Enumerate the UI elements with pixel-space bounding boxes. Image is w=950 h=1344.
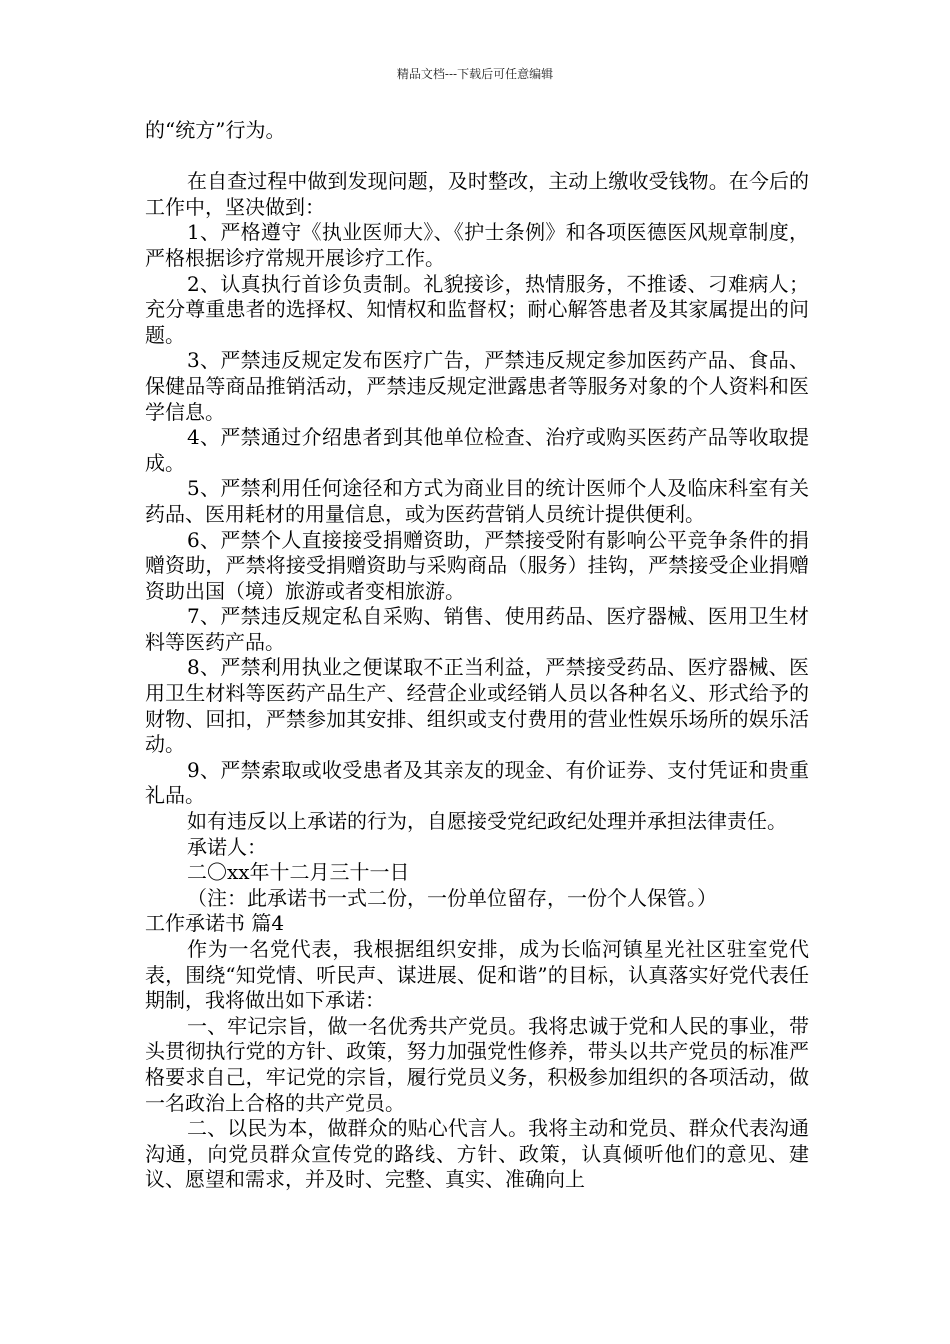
date-line: 二〇xx年十二月三十一日 [187,860,410,885]
paragraph: 1、严格遵守《执业医师大》、《护士条例》和各项医德医风规章制度，严格根据诊疗常规开展诊疗工作。 [145,220,809,270]
paragraph: 7、严禁违反规定私自采购、销售、使用药品、医疗器械、医用卫生材料等医药产品。 [145,604,809,654]
paragraph: 9、严禁索取或收受患者及其亲友的现金、有价证券、支付凭证和贵重礼品。 [145,757,809,808]
section-title: 工作承诺书 篇4 [145,911,285,936]
paragraph: 2、认真执行首诊负责制。礼貌接诊，热情服务，不推诿、刁难病人；充分尊重患者的选择权、知情权和监督权；耐心解答患者及其家属提出的问题。 [145,271,809,347]
paragraph: 一、牢记宗旨，做一名优秀共产党员。我将忠诚于党和人民的事业，带头贯彻执行党的方针、政策，努力加强党性修养，带头以共产党员的标准严格要求自己，牢记党的宗旨，履行党员义务，积极参加组织的各项活动，做一名政治上合格的共产党员。 [145,1013,809,1115]
paragraph: 3、严禁违反规定发布医疗广告，严禁违反规定参加医药产品、食品、保健品等商品推销活动，严禁违反规定泄露患者等服务对象的个人资料和医学信息。 [145,348,809,424]
paragraph: 二、以民为本，做群众的贴心代言人。我将主动和党员、群众代表沟通沟通，向党员群众宣传党的路线、方针、政策，认真倾听他们的意见、建议、愿望和需求，并及时、完整、真实、准确向上 [145,1116,809,1192]
paragraph: 6、严禁个人直接接受捐赠资助，严禁接受附有影响公平竞争条件的捐赠资助，严禁将接受捐赠资助与采购商品（服务）挂钩，严禁接受企业捐赠资助出国（境）旅游或者变相旅游。 [145,527,809,603]
document-body [145,118,809,1193]
paragraph: 作为一名党代表，我根据组织安排，成为长临河镇星光社区驻室党代表，围绕“知党情、听民声、谋进展、促和谐”的目标，认真落实好党代表任期制，我将做出如下承诺： [145,937,809,1013]
signatory-label: 承诺人： [187,834,267,859]
paragraph: 在自查过程中做到发现问题，及时整改，主动上缴收受钱物。在今后的工作中，坚决做到： [145,169,809,219]
paragraph: 4、严禁通过介绍患者到其他单位检查、治疗或购买医药产品等收取提成。 [145,425,809,475]
blank-line [145,144,809,170]
paragraph: 8、严禁利用执业之便谋取不正当利益，严禁接受药品、医疗器械、医用卫生材料等医药产品生产、经营企业或经销人员以各种名义、形式给予的财物、回扣，严禁参加其安排、组织或支付费用的营业性娱乐场所的娱乐活动。 [145,655,809,757]
note-line: （注：此承诺书一式二份，一份单位留存，一份个人保管。） [187,885,717,910]
paragraph: 的“统方”行为。 [145,118,286,142]
page-header: 精品文档---下载后可任意编辑 [396,67,554,81]
paragraph: 5、严禁利用任何途径和方式为商业目的统计医师个人及临床科室有关药品、医用耗材的用量信息，或为医药营销人员统计提供便利。 [145,476,809,526]
paragraph: 如有违反以上承诺的行为，自愿接受党纪政纪处理并承担法律责任。 [187,809,787,834]
